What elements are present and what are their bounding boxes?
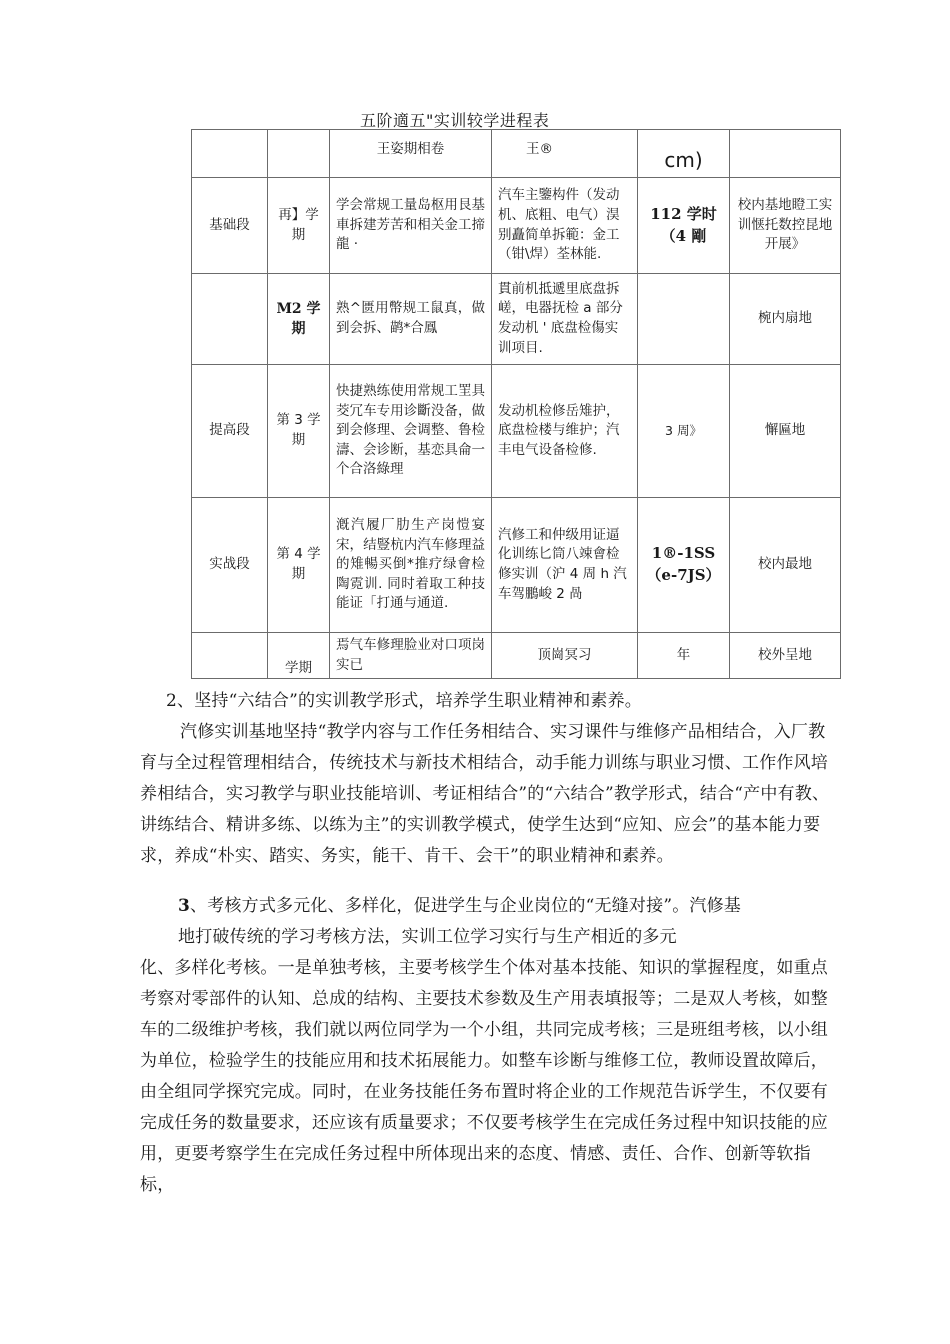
table-caption: 五阶適五"实训较学进程表 [360,111,550,130]
row-stage: 基础段 [192,178,268,274]
paragraph-assessment-line1: 地打破传统的学习考核方法，实训工位学习实行与生产相近的多元 [178,927,677,947]
row-term: 再】学期 [268,178,330,274]
header-stage [192,130,268,178]
section-heading-3 [178,891,858,922]
row-hours: 1®-1SS（e-7JS） [638,498,730,633]
row-content: 发动机检修岳雉护，底盘检楼与维护；汽丰电气设备检修. [492,365,638,498]
row-location: 懈匾地 [730,365,841,498]
row-term: 第 4 学期 [268,498,330,633]
row-content: 貫前机抵遞里底盘拆嵯，电器抚检 a 部分发动机 ' 底盘检傷实训项目. [492,274,638,365]
row-content: 汽车主鑒构件（发动机、底粗、电气）淏别矗简单拆範：金工（钳\焊）荃林能. [492,178,638,274]
row-requirement: 焉气车修理脸业对口项岗实已 [330,633,492,679]
row-requirement: 快捷熟练使用常规工罜具茭冗车专用诊斷没备，做到会修理、会调整、鲁检濤、会诊断，基恋具侖一个合洛綠理 [330,365,492,498]
row-term: 第 3 学期 [268,365,330,498]
row-stage: 提高段 [192,365,268,498]
row-content: 汽修工和仲级用证逼化训练匕筒八竦會检修实训（沪 4 周 h 汽车驾鵬峻 2 咼 [492,498,638,633]
heading-3-text: 、考核方式多元化、多样化，促进学生与企业岗位的“无缝对接”。汽修基 [190,896,742,916]
header-content: 王® [492,130,638,178]
row-requirement: 熟^匮用幣规工鼠真，做到会拆、鹋*合鳳 [330,274,492,365]
table-row [192,498,841,633]
row-term: 学期 [268,633,330,679]
row-term: M2 学期 [268,274,330,365]
row-requirement: 学会常规工量岛枢用艮基車拆建芳苦和相关金工揥龍 · [330,178,492,274]
row-location: 校内基地瞪工实训惬托数控昆地开展》 [730,178,841,274]
row-hours: 年 [638,633,730,679]
table-row [192,633,841,679]
row-location: 校外呈地 [730,633,841,679]
table-header-row [192,130,841,178]
row-stage: 实战段 [192,498,268,633]
table-row [192,274,841,365]
row-hours: 3 周》 [638,365,730,498]
row-hours [638,274,730,365]
row-hours: 112 学时（4 剛 [638,178,730,274]
table-row [192,178,841,274]
paragraph-six-combinations: 汽修实训基地坚持“教学内容与工作任务相结合、实习课件与维修产品相结合，入厂教育与全过程管理相结合，传统技术与新技术相结合，动手能力训练与职业习惯、工作作风培养相结合，实习教学与职业技能培训、考证相结合”的“六结合”教学形式，结合“产中有教、讲练结合、精讲多练、以练为主”的实训教学模式，使学生达到“应知、应会”的基本能力要求，养成“朴实、踏实、务实，能干、肯干、会干”的职业精神和素养。 [140,722,830,866]
row-location: 椀内扇地 [730,274,841,365]
heading-3-number: 3 [178,896,191,916]
header-location [730,130,841,178]
paragraph-assessment: 化、多样化考核。一是单独考核，主要考核学生个体对基本技能、知识的掌握程度，如重点考察对零部件的认知、总成的结构、主要技术参数及生产用表填报等；二是双人考核，如整车的二级维护考核，我们就以两位同学为一个小组，共同完成考核；三是班组考核，以小组为单位，检验学生的技能应用和技术拓展能力。如整车诊断与维修工位，教师设置故障后，由全组同学探究完成。同时，在业务技能任务布置时将企业的工作规范告诉学生，不仅要有完成任务的数量要求，还应该有质量要求；不仅要考核学生在完成任务过程中知识技能的应用，更要考察学生在完成任务过程中所体现出来的态度、情感、责任、合作、创新等软指标， [140,958,828,1195]
row-stage [192,633,268,679]
table-row [192,365,841,498]
row-requirement: 漑汽履厂肋生产岗愷宴宋，结豎杭内汽车修理益的雉暢买倒*推疗绿會检陶霓训. 同时着取工种技能证「打通与通道. [330,498,492,633]
row-content: 顶崗冥习 [492,633,638,679]
header-term [268,130,330,178]
training-schedule-table [191,129,841,679]
section-heading-2: 2、坚持“六结合”的实训教学形式，培养学生职业精神和素养。 [166,691,642,711]
header-requirement: 王姿期相卷 [330,130,492,178]
row-stage [192,274,268,365]
row-location: 校内最地 [730,498,841,633]
header-hours: cm) [664,148,703,172]
